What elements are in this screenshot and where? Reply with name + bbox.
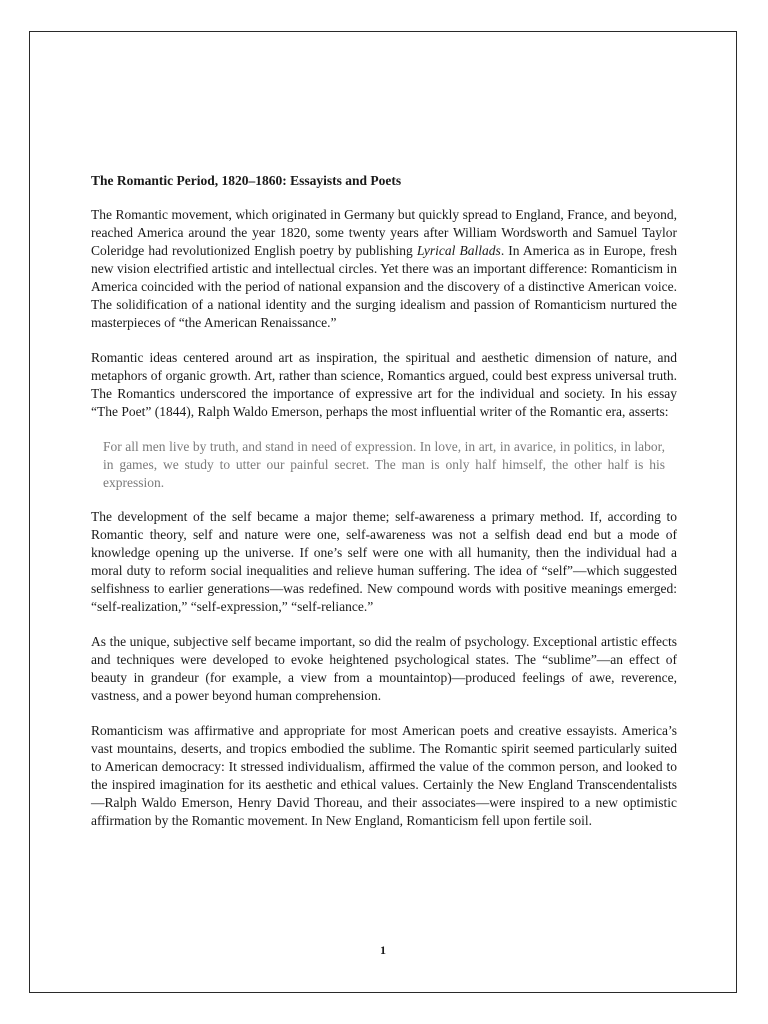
paragraph-2: Romantic ideas centered around art as inspiration, the spiritual and aesthetic dimension of nature, and metaphors of organic growth. Art, rather than science, Romantics argued, could best express universal truth. The Romantics underscored the importance of expressive art for the individual and society. In his essay “The Poet” (1844), Ralph Waldo Emerson, perhaps the most influential writer of the Romantic era, asserts: [91,350,677,419]
paragraph-1-text-a: The Romantic movement, which originated in Germany but quickly spread to England, France, and beyond, reached America around the year 1820, some twenty years after William Wordsworth and Samuel Taylor Coleridge had revolutionized English poetry by publishing [91,207,677,258]
paragraph-1-text-b: . In America as in Europe, fresh new vision electrified artistic and intellectual circles. Yet there was an important difference: Romanticism in America coincided with the period of national expansion and the discovery of a distinctive American voice. The solidification of a national identity and the surging idealism and passion of Romanticism nurtured the masterpieces of “the American Renaissance.” [91,243,677,330]
section-heading: The Romantic Period, 1820–1860: Essayists and Poets [91,173,402,188]
paragraph-4: As the unique, subjective self became important, so did the realm of psychology. Exceptional artistic effects and techniques were developed to evoke heightened psychological states. The “sublime”—an effect of beauty in grandeur (for example, a view from a mountaintop)—produced feelings of awe, reverence, vastness, and a power beyond human comprehension. [91,634,677,703]
paragraph-5: Romanticism was affirmative and appropriate for most American poets and creative essayists. America’s vast mountains, deserts, and tropics embodied the sublime. The Romantic spirit seemed particularly suited to American democracy: It stressed individualism, affirmed the value of the common person, and looked to the inspired imagination for its aesthetic and ethical values. Certainly the New England Transcendentalists—Ralph Waldo Emerson, Henry David Thoreau, and their associates—were inspired to a new optimistic affirmation by the Romantic movement. In New England, Romanticism fell upon fertile soil. [91,723,677,828]
document-page [29,31,737,993]
page-number: 1 [380,943,386,957]
block-quote-emerson: For all men live by truth, and stand in need of expression. In love, in art, in avarice, in politics, in labor, in games, we study to utter our painful secret. The man is only half himself, the other half is his expression. [103,439,665,490]
book-title-lyrical-ballads: Lyrical Ballads [416,243,501,258]
paragraph-1 [91,206,677,332]
paragraph-3: The development of the self became a major theme; self-awareness a primary method. If, according to Romantic theory, self and nature were one, self-awareness was not a selfish dead end but a mode of knowledge opening up the universe. If one’s self were one with all humanity, then the individual had a moral duty to reform social inequalities and relieve human suffering. The idea of “self”—which suggested selfishness to earlier generations—was redefined. New compound words with positive meanings emerged: “self-realization,” “self-expression,” “self-reliance.” [91,509,677,614]
document-body [91,172,677,847]
